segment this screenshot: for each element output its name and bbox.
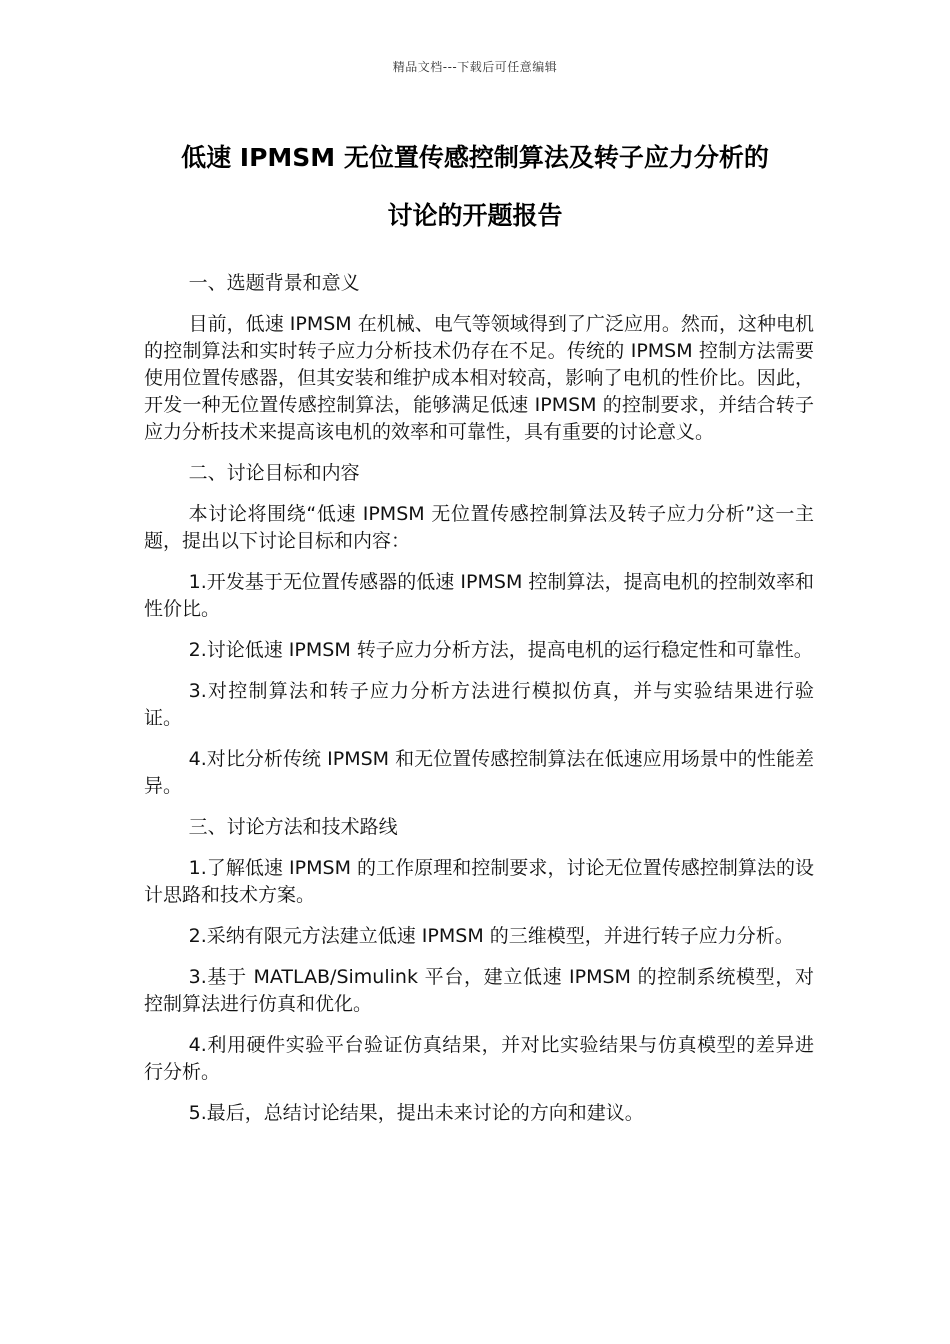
section-3-item: 3.基于 MATLAB/Simulink 平台，建立低速 IPMSM 的控制系统模型，对控制算法进行仿真和优化。	[144, 966, 814, 1015]
section-1-heading: 一、选题背景和意义	[188, 272, 360, 294]
document-title-line-2: 讨论的开题报告	[387, 201, 563, 230]
document-body	[144, 270, 814, 1141]
header-note: 精品文档---下载后可任意编辑	[392, 60, 558, 74]
section-3-heading: 三、讨论方法和技术路线	[188, 816, 398, 838]
section-3-item: 5.最后，总结讨论结果，提出未来讨论的方向和建议。	[188, 1102, 644, 1124]
section-3-item: 1.了解低速 IPMSM 的工作原理和控制要求，讨论无位置传感控制算法的设计思路和技术方案。	[144, 857, 814, 906]
section-2-intro: 本讨论将围绕“低速 IPMSM 无位置传感控制算法及转子应力分析”这一主题，提出以下讨论目标和内容：	[144, 503, 814, 552]
section-2-item: 4.对比分析传统 IPMSM 和无位置传感控制算法在低速应用场景中的性能差异。	[144, 748, 814, 797]
section-2-item: 3.对控制算法和转子应力分析方法进行模拟仿真，并与实验结果进行验证。	[144, 680, 814, 729]
section-3-item: 4.利用硬件实验平台验证仿真结果，并对比实验结果与仿真模型的差异进行分析。	[144, 1034, 814, 1083]
document-title-line-1: 低速 IPMSM 无位置传感控制算法及转子应力分析的	[181, 143, 769, 172]
section-3-item: 2.采纳有限元方法建立低速 IPMSM 的三维模型，并进行转子应力分析。	[188, 925, 794, 947]
section-2-item: 2.讨论低速 IPMSM 转子应力分析方法，提高电机的运行稳定性和可靠性。	[188, 639, 813, 661]
section-2-item: 1.开发基于无位置传感器的低速 IPMSM 控制算法，提高电机的控制效率和性价比。	[144, 571, 814, 620]
section-2-heading: 二、讨论目标和内容	[188, 462, 360, 484]
section-1-paragraph: 目前，低速 IPMSM 在机械、电气等领域得到了广泛应用。然而，这种电机的控制算法和实时转子应力分析技术仍存在不足。传统的 IPMSM 控制方法需要使用位置传感器，但其安装和维护成本相对较高，影响了电机的性价比。因此，开发一种无位置传感控制算法，能够满足低速 IPMSM 的控制要求，并结合转子应力分析技术来提高该电机的效率和可靠性，具有重要的讨论意义。	[144, 313, 814, 443]
